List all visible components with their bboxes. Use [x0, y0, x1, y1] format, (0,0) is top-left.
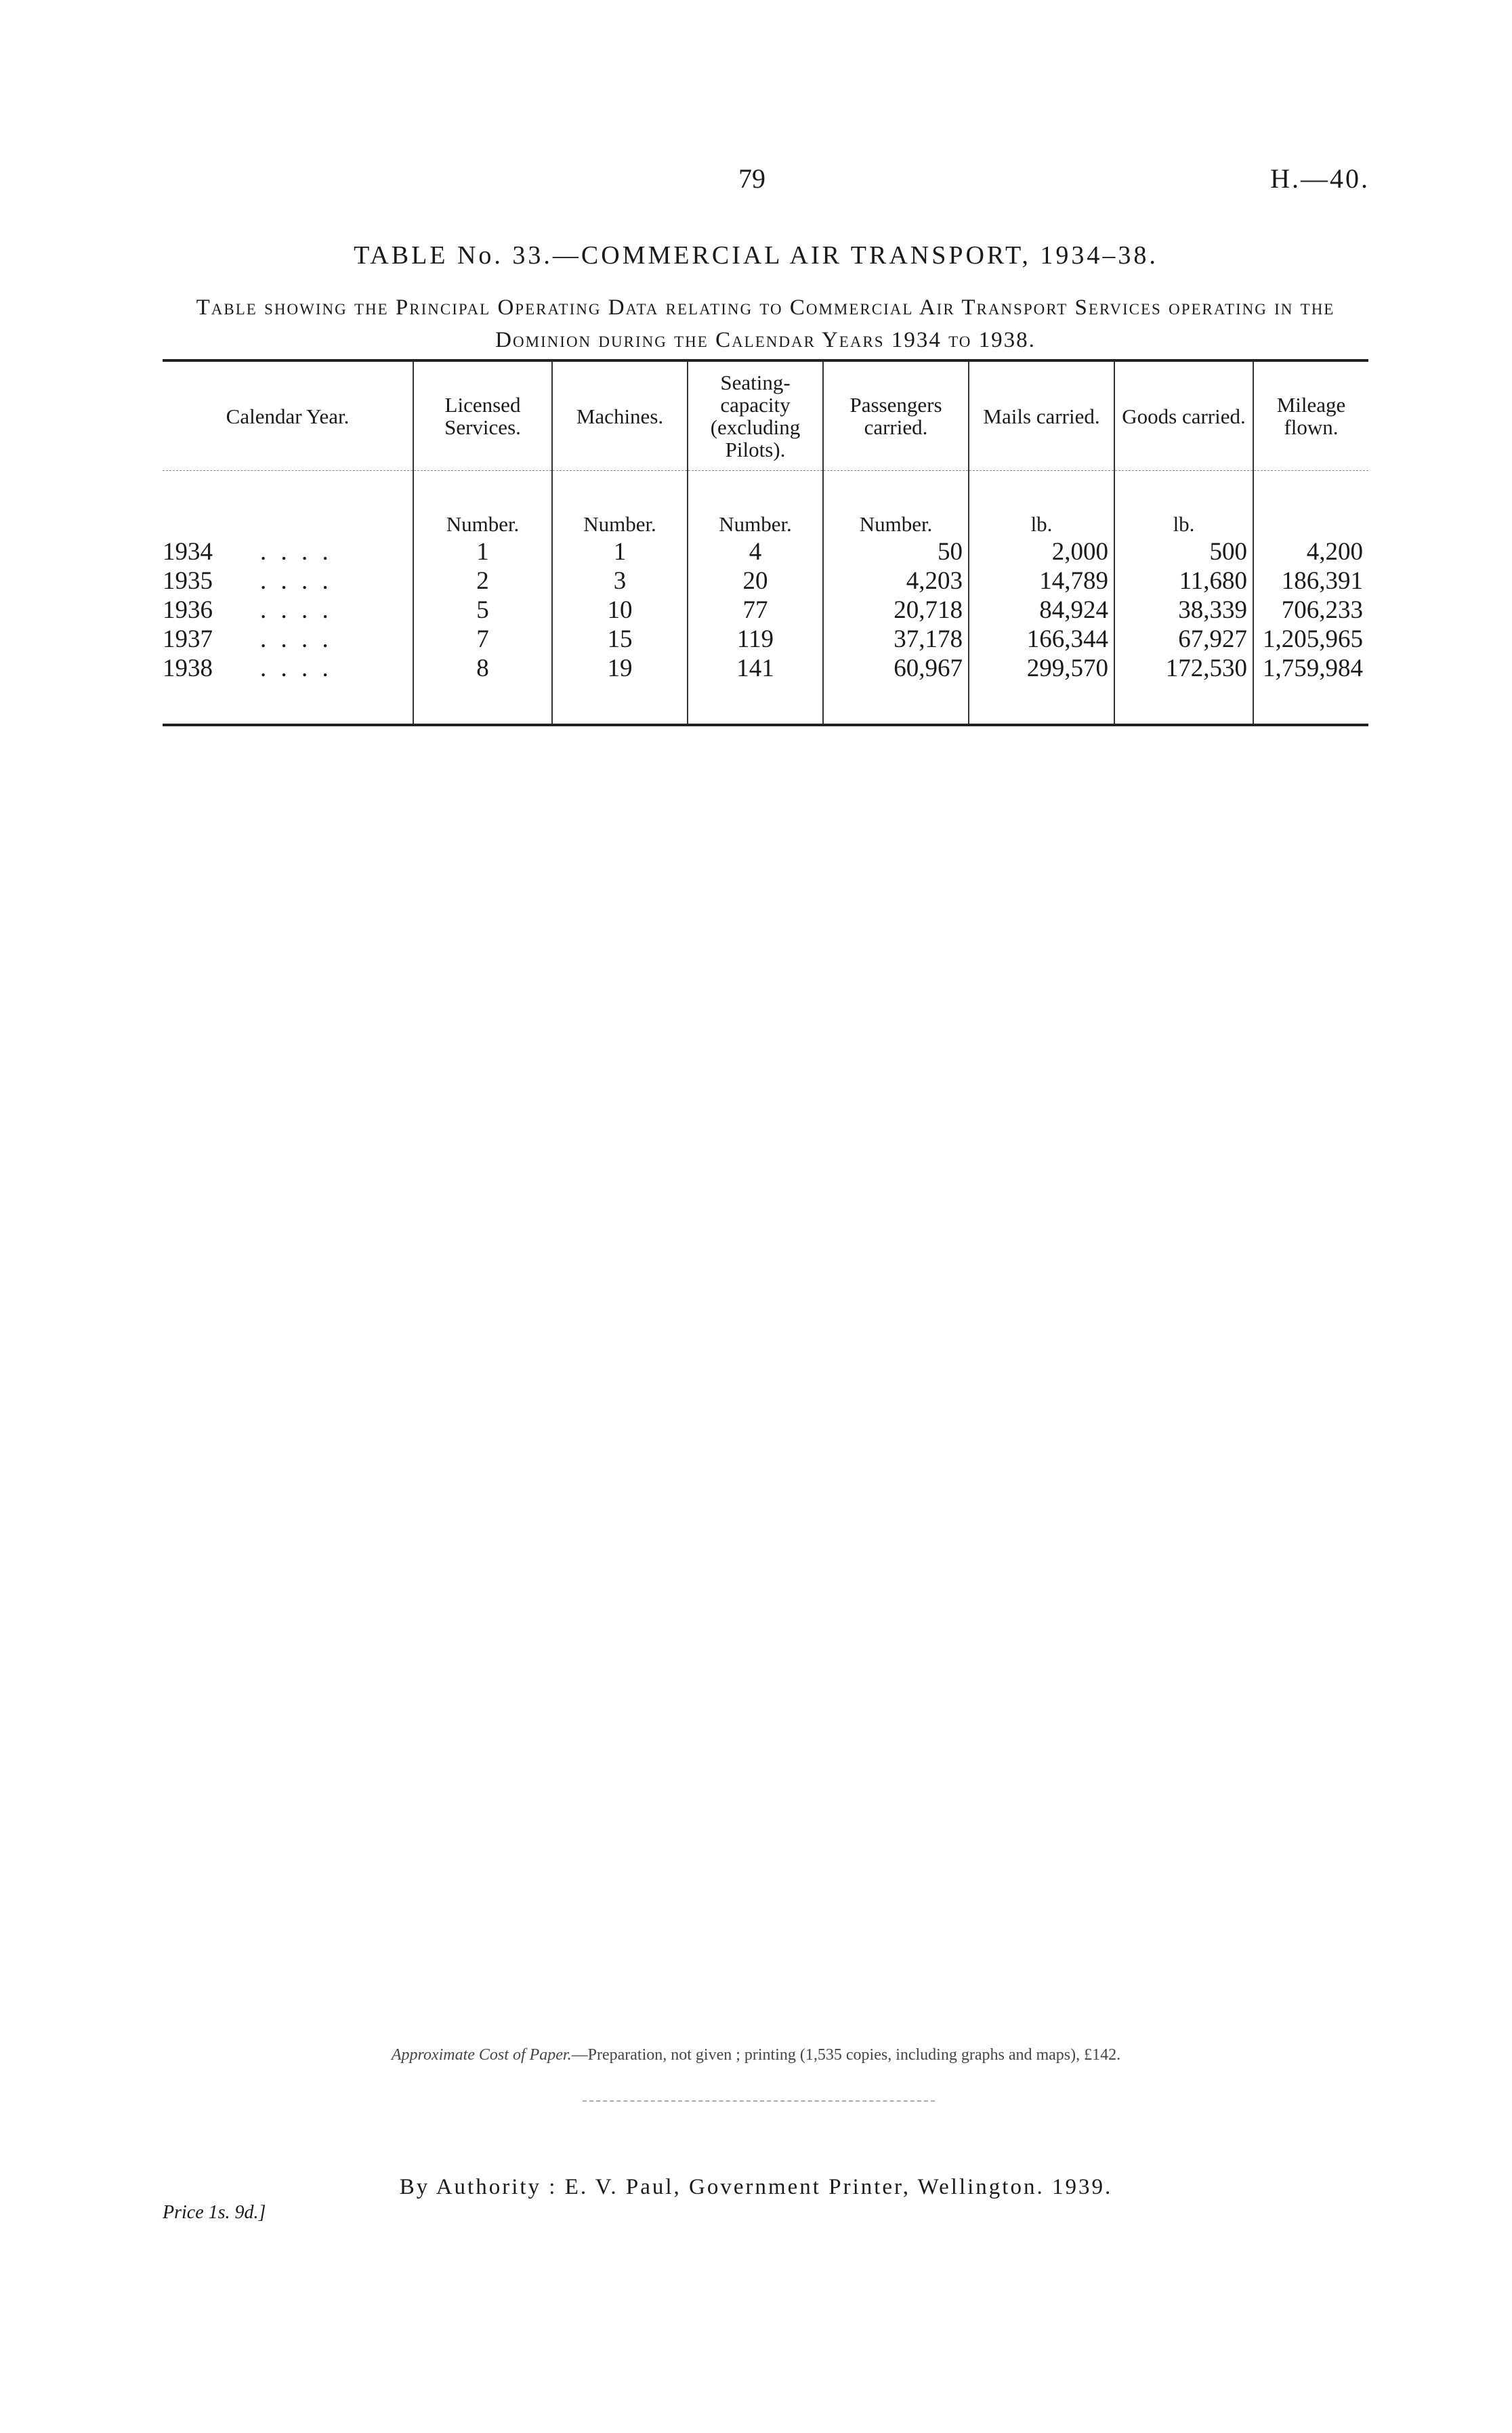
unit-label: Number.: [552, 505, 688, 537]
licensed-cell: 7: [413, 625, 552, 654]
year-cell: 1936 . . . .: [163, 596, 333, 624]
goods-cell: 67,927: [1114, 625, 1253, 654]
table-row: [163, 596, 1368, 625]
licensed-cell: 2: [413, 566, 552, 596]
mails-cell: 84,924: [969, 596, 1114, 625]
unit-label: [1253, 505, 1368, 537]
column-header: Mails carried.: [969, 360, 1114, 471]
page-number: 79: [738, 163, 765, 194]
year-cell: 1934 . . . .: [163, 538, 333, 566]
mileage-cell: 4,200: [1253, 537, 1368, 566]
table-row: [163, 654, 1368, 683]
separator: [583, 2100, 935, 2102]
machines-cell: 1: [552, 537, 688, 566]
column-header: Mileage flown.: [1253, 360, 1368, 471]
passengers-cell: 50: [823, 537, 969, 566]
imprint: By Authority : E. V. Paul, Government Printer, Wellington. 1939.: [399, 2175, 1113, 2199]
goods-cell: 11,680: [1114, 566, 1253, 596]
price: Price 1s. 9d.]: [163, 2202, 266, 2223]
mails-cell: 166,344: [969, 625, 1114, 654]
table-subtitle: Table showing the Principal Operating Data relating to Commercial Air Transport Services operating in the Dominion during the Calendar Years 1934 to 1938.: [196, 295, 1335, 352]
unit-label: [163, 505, 413, 537]
column-header: Licensed Services.: [413, 360, 552, 471]
column-header-row: [163, 360, 1368, 471]
unit-label: Number.: [823, 505, 969, 537]
goods-cell: 500: [1114, 537, 1253, 566]
column-header: Calendar Year.: [226, 404, 350, 428]
machines-cell: 19: [552, 654, 688, 683]
unit-label: lb.: [969, 505, 1114, 537]
table-row: [163, 625, 1368, 654]
licensed-cell: 1: [413, 537, 552, 566]
seating-cell: 4: [688, 537, 823, 566]
mileage-cell: 186,391: [1253, 566, 1368, 596]
licensed-cell: 5: [413, 596, 552, 625]
passengers-cell: 60,967: [823, 654, 969, 683]
mileage-cell: 1,759,984: [1253, 654, 1368, 683]
column-header: Goods carried.: [1114, 360, 1253, 471]
year-cell: 1938 . . . .: [163, 654, 333, 682]
machines-cell: 10: [552, 596, 688, 625]
unit-row: [163, 505, 1368, 537]
column-header: Seating-capacity (excluding Pilots).: [688, 360, 823, 471]
unit-label: Number.: [413, 505, 552, 537]
seating-cell: 119: [688, 625, 823, 654]
column-header: Passengers carried.: [823, 360, 969, 471]
mileage-cell: 706,233: [1253, 596, 1368, 625]
seating-cell: 141: [688, 654, 823, 683]
mails-cell: 2,000: [969, 537, 1114, 566]
column-header: Machines.: [552, 360, 688, 471]
table-row: [163, 566, 1368, 596]
goods-cell: 172,530: [1114, 654, 1253, 683]
cost-label: Approximate Cost of Paper.: [391, 2046, 572, 2064]
unit-label: lb.: [1114, 505, 1253, 537]
passengers-cell: 37,178: [823, 625, 969, 654]
mails-cell: 14,789: [969, 566, 1114, 596]
machines-cell: 15: [552, 625, 688, 654]
goods-cell: 38,339: [1114, 596, 1253, 625]
passengers-cell: 4,203: [823, 566, 969, 596]
unit-label: Number.: [688, 505, 823, 537]
mileage-cell: 1,205,965: [1253, 625, 1368, 654]
air-transport-table: [163, 359, 1368, 726]
licensed-cell: 8: [413, 654, 552, 683]
cost-note: [0, 2046, 1512, 2064]
machines-cell: 3: [552, 566, 688, 596]
mails-cell: 299,570: [969, 654, 1114, 683]
year-cell: 1935 . . . .: [163, 567, 333, 595]
table-title: TABLE No. 33.—COMMERCIAL AIR TRANSPORT, 1934–38.: [354, 241, 1158, 270]
passengers-cell: 20,718: [823, 596, 969, 625]
table-row: [163, 537, 1368, 566]
year-cell: 1937 . . . .: [163, 625, 333, 653]
cost-text: —Preparation, not given ; printing (1,535 copies, including graphs and maps), £142.: [571, 2046, 1121, 2064]
seating-cell: 77: [688, 596, 823, 625]
seating-cell: 20: [688, 566, 823, 596]
document-reference: H.—40.: [1270, 163, 1370, 194]
